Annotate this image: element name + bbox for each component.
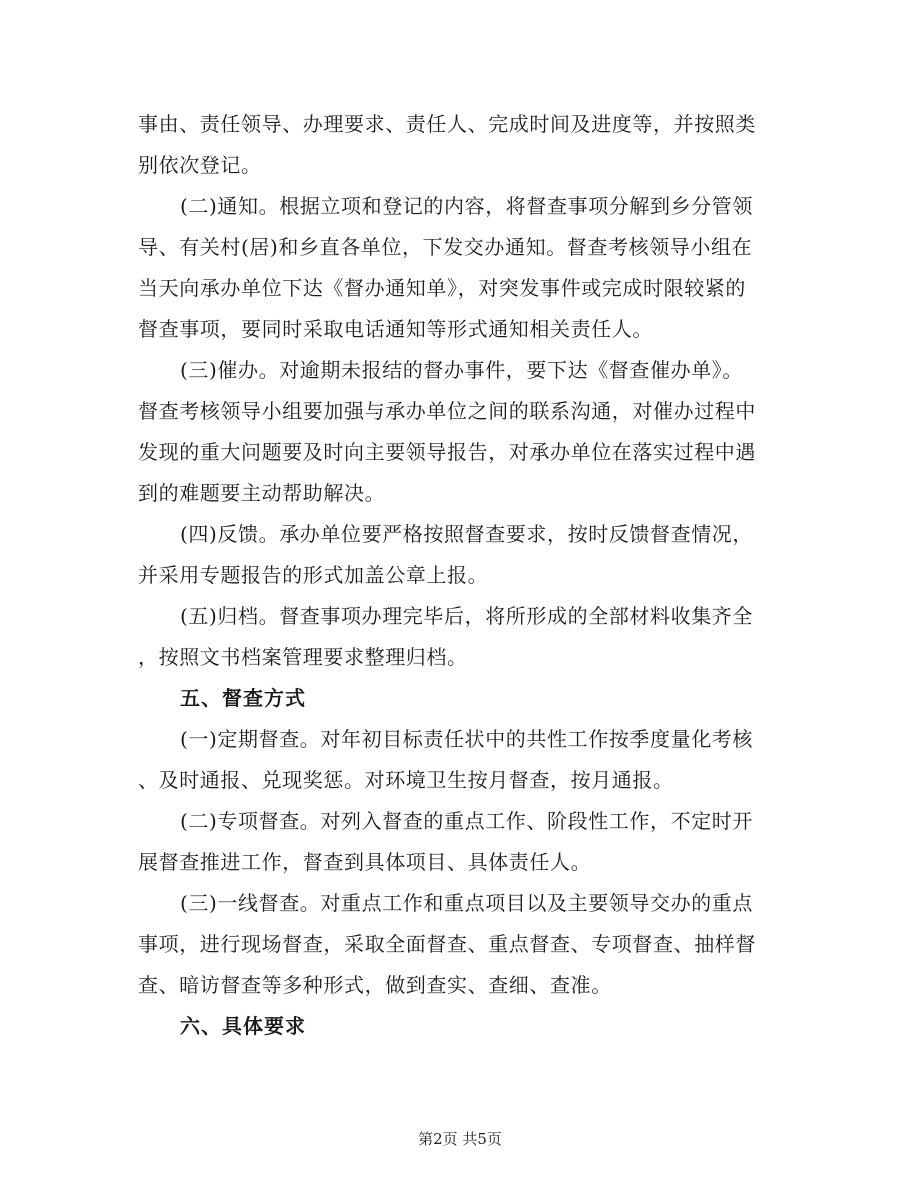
text-line: (四)反馈。承办单位要严格按照督查要求，按时反馈督查情况， [180,522,754,546]
text-line: 发现的重大问题要及时向主要领导报告，对承办单位在落实过程中遇 [138,440,756,464]
text-line: (一)定期督查。对年初目标责任状中的共性工作按季度量化考核 [180,727,754,751]
text-line: 事由、责任领导、办理要求、责任人、完成时间及进度等，并按照类 [138,112,756,136]
text-line: ，按照文书档案管理要求整理归档。 [138,645,468,669]
text-line: 、及时通报、兑现奖惩。对环境卫生按月督查，按月通报。 [138,768,674,792]
paragraph-archive [138,596,783,678]
text-line: 展督查推进工作，督查到具体项目、具体责任人。 [138,850,592,874]
paragraph-frontline-supervision [138,883,783,1006]
text-line: 别依次登记。 [138,153,262,177]
text-line: 查、暗访督查等多种形式，做到查实、查细、查准。 [138,973,612,997]
text-line: (三)一线督查。对重点工作和重点项目以及主要领导交办的重点 [180,891,754,915]
paragraph-feedback [138,514,783,596]
text-line: (二)专项督查。对列入督查的重点工作、阶段性工作，不定时开 [180,809,754,833]
section-heading-specific-requirements: 六、具体要求 [180,1014,306,1038]
text-line: (三)催办。对逾期未报结的督办事件，要下达《督查催办单》。 [180,358,744,382]
paragraph-procedure-register-cont [138,104,783,186]
text-line: 督查考核领导小组要加强与承办单位之间的联系沟通，对催办过程中 [138,399,756,423]
paragraph-special-supervision [138,801,783,883]
page-number-footer: 第2页 共5页 [418,1130,502,1148]
text-line: (五)归档。督查事项办理完毕后，将所形成的全部材料收集齐全 [180,604,754,628]
paragraph-notify [138,186,783,350]
text-line: 当天向承办单位下达《督办通知单》，对突发事件或完成时限较紧的 [138,276,746,300]
text-line: 到的难题要主动帮助解决。 [138,481,386,505]
text-line: 督查事项，要同时采取电话通知等形式通知相关责任人。 [138,317,653,341]
text-line: 事项，进行现场督查，采取全面督查、重点督查、专项督查、抽样督 [138,932,756,956]
text-line: 并采用专题报告的形式加盖公章上报。 [138,563,489,587]
paragraph-periodic-supervision [138,719,783,801]
section-heading-supervision-methods: 五、督查方式 [180,686,306,710]
text-line: 导、有关村(居)和乡直各单位，下发交办通知。督查考核领导小组在 [138,235,753,259]
paragraph-urge [138,350,783,514]
text-line: (二)通知。根据立项和登记的内容，将督查事项分解到乡分管领 [180,194,754,218]
